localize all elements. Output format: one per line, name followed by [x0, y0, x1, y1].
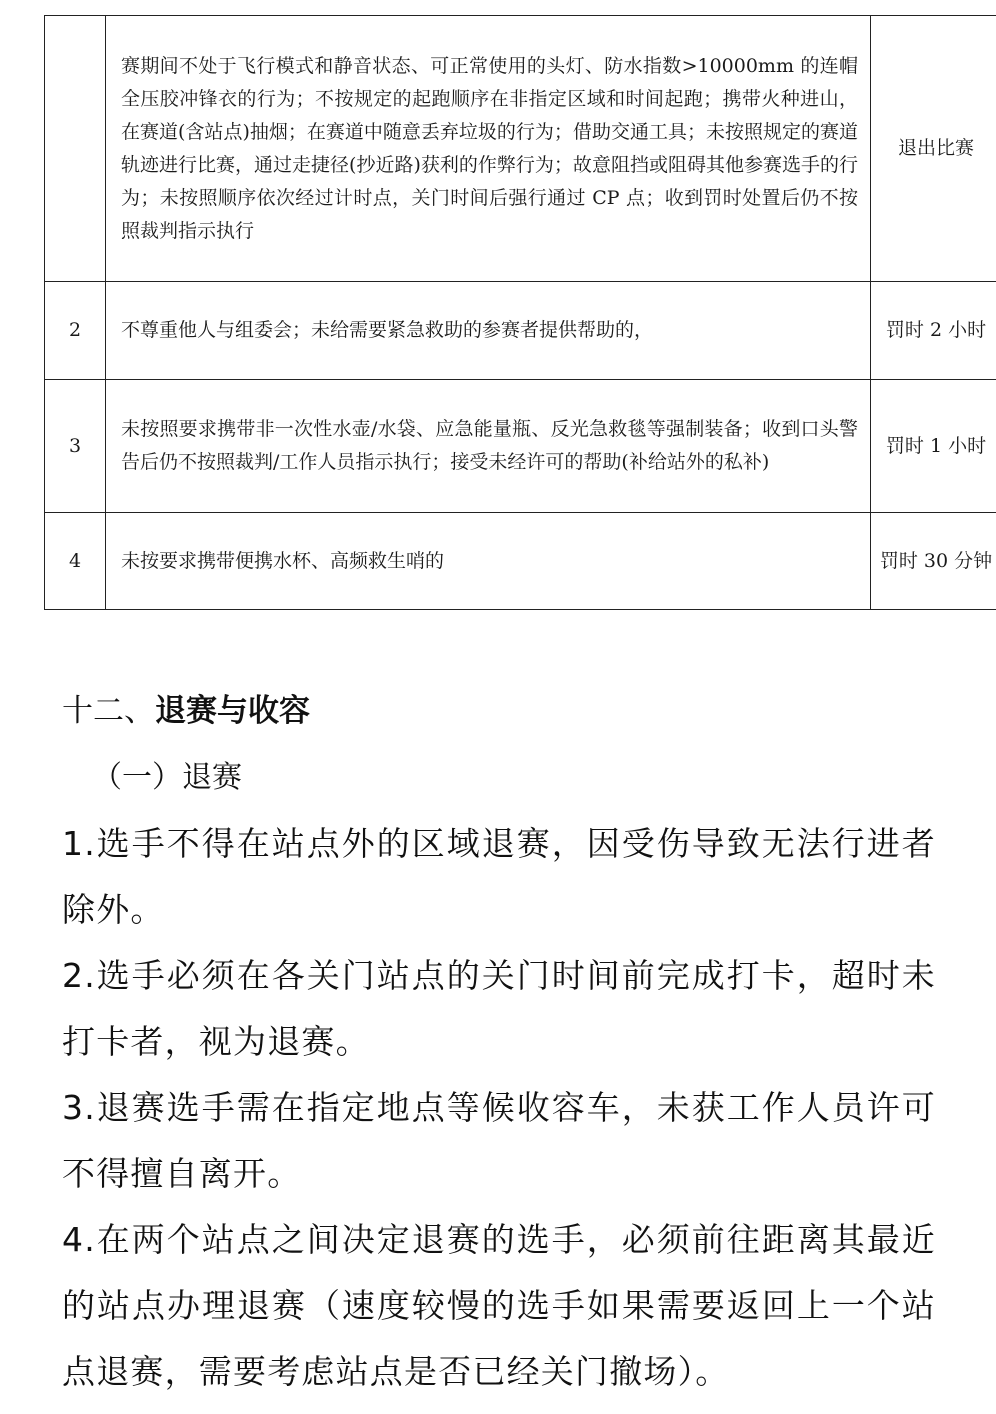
row-number: 2 — [45, 282, 106, 380]
rule-text: 在两个站点之间决定退赛的选手，必须前往距离其最近的站点办理退赛（速度较慢的选手如果需要返回上一个站点退赛，需要考虑站点是否已经关门撤场）。 — [62, 1220, 936, 1391]
row-description: 不尊重他人与组委会；未给需要紧急救助的参赛者提供帮助的， — [106, 282, 871, 380]
rule-number: 4. — [62, 1220, 96, 1259]
row-description: 未按照要求携带非一次性水壶/水袋、应急能量瓶、反光急救毯等强制装备；收到口头警告后仍不按照裁判/工作人员指示执行；接受未经许可的帮助(补给站外的私补) — [106, 380, 871, 513]
row-number: 4 — [45, 513, 106, 610]
section-heading — [62, 689, 936, 733]
row-description: 未按要求携带便携水杯、高频救生哨的 — [106, 513, 871, 610]
rule-paragraph — [62, 1207, 936, 1405]
rule-paragraph — [62, 943, 936, 1075]
section-title: 退赛与收容 — [155, 693, 310, 729]
section-number: 十二、 — [62, 693, 155, 729]
row-penalty: 罚时 30 分钟 — [871, 513, 996, 610]
row-penalty: 罚时 1 小时 — [871, 380, 996, 513]
rule-number: 3. — [62, 1088, 96, 1127]
table-row — [45, 16, 996, 282]
rule-number: 2. — [62, 956, 96, 995]
rule-text: 选手必须在各关门站点的关门时间前完成打卡，超时未打卡者，视为退赛。 — [62, 956, 936, 1061]
rule-number: 1. — [62, 824, 96, 863]
row-penalty: 罚时 2 小时 — [871, 282, 996, 380]
row-number — [45, 16, 106, 282]
table-row — [45, 513, 996, 610]
rule-text: 退赛选手需在指定地点等候收容车，未获工作人员许可不得擅自离开。 — [62, 1088, 936, 1193]
row-number: 3 — [45, 380, 106, 513]
rule-paragraph — [62, 811, 936, 943]
row-description: 赛期间不处于飞行模式和静音状态、可正常使用的头灯、防水指数>10000mm 的连帽全压胶冲锋衣的行为；不按规定的起跑顺序在非指定区域和时间起跑；携带火种进山，在赛道(含站点)抽烟；在赛道中随意丢弃垃圾的行为；借助交通工具；未按照规定的赛道轨迹进行比赛，通过走捷径(抄近路)获利的作弊行为；故意阻挡或阻碍其他参赛选手的行为；未按照顺序依次经过计时点，关门时间后强行通过 CP 点；收到罚时处置后仍不按照裁判指示执行 — [106, 16, 871, 282]
table-row — [45, 282, 996, 380]
rule-paragraph — [62, 1075, 936, 1207]
penalty-table — [44, 15, 996, 610]
table-row — [45, 380, 996, 513]
row-penalty: 退出比赛 — [871, 16, 996, 282]
subsection-heading: （一）退赛 — [92, 760, 242, 795]
rules-list — [62, 811, 936, 1405]
rule-text: 选手不得在站点外的区域退赛，因受伤导致无法行进者除外。 — [62, 824, 936, 929]
